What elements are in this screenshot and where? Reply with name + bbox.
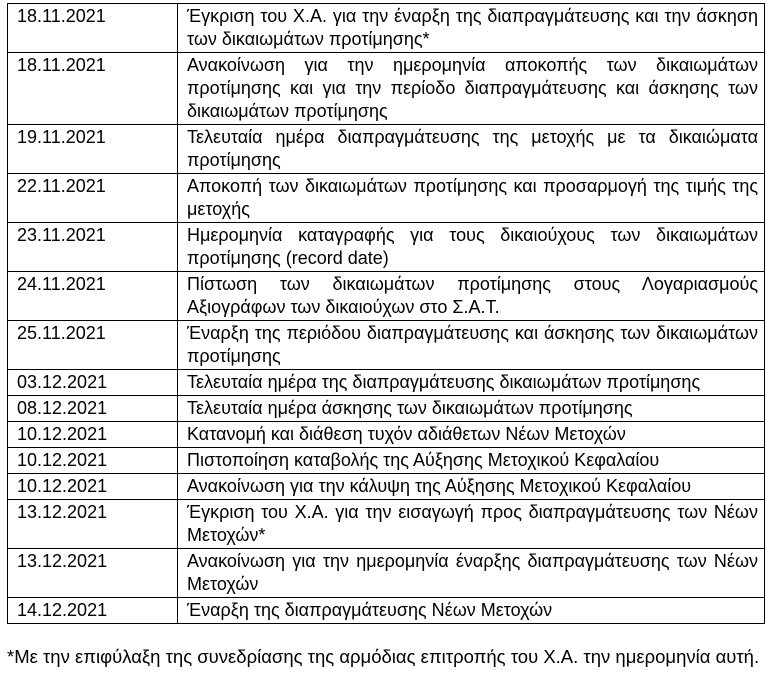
date-cell: 18.11.2021: [8, 53, 178, 125]
date-cell: 13.12.2021: [8, 549, 178, 598]
table-row: [8, 474, 765, 500]
table-row: [8, 448, 765, 474]
event-cell: Έγκριση του Χ.Α. για την εισαγωγή προς διαπραγμάτευσης των Νέων Μετοχών*: [178, 500, 765, 549]
table-row: [8, 549, 765, 598]
table-row: [8, 53, 765, 125]
footnote: *Με την επιφύλαξη της συνεδρίασης της αρμόδιας επιτροπής του Χ.Α. την ημερομηνία αυτή.: [7, 646, 760, 667]
date-cell: 23.11.2021: [8, 223, 178, 272]
date-cell: 03.12.2021: [8, 370, 178, 396]
event-cell: Αποκοπή των δικαιωμάτων προτίμησης και προσαρμογή της τιμής της μετοχής: [178, 174, 765, 223]
event-cell: Κατανομή και διάθεση τυχόν αδιάθετων Νέων Μετοχών: [178, 422, 765, 448]
table-row: [8, 396, 765, 422]
document-page: [0, 3, 783, 686]
table-row: [8, 422, 765, 448]
corporate-actions-timeline-table: [7, 3, 765, 624]
date-cell: 10.12.2021: [8, 422, 178, 448]
date-cell: 24.11.2021: [8, 272, 178, 321]
event-cell: Έναρξη της διαπραγμάτευσης Νέων Μετοχών: [178, 598, 765, 624]
event-cell: Πίστωση των δικαιωμάτων προτίμησης στους Λογαριασμούς Αξιογράφων των δικαιούχων στο Σ.Α.Τ.: [178, 272, 765, 321]
event-cell: Τελευταία ημέρα άσκησης των δικαιωμάτων προτίμησης: [178, 396, 765, 422]
event-cell: Έγκριση του Χ.Α. για την έναρξη της διαπραγμάτευσης και την άσκηση των δικαιωμάτων προτίμησης*: [178, 4, 765, 53]
date-cell: 13.12.2021: [8, 500, 178, 549]
event-cell: Τελευταία ημέρα της διαπραγμάτευσης δικαιωμάτων προτίμησης: [178, 370, 765, 396]
table-row: [8, 272, 765, 321]
table-row: [8, 321, 765, 370]
date-cell: 14.12.2021: [8, 598, 178, 624]
table-row: [8, 4, 765, 53]
event-cell: Έναρξη της περιόδου διαπραγμάτευσης και άσκησης των δικαιωμάτων προτίμησης: [178, 321, 765, 370]
event-cell: Ανακοίνωση για την ημερομηνία αποκοπής των δικαιωμάτων προτίμησης και για την περίοδο διαπραγμάτευσης και άσκησης των δικαιωμάτων προτίμησης: [178, 53, 765, 125]
table-row: [8, 223, 765, 272]
event-cell: Ανακοίνωση για την κάλυψη της Αύξησης Μετοχικού Κεφαλαίου: [178, 474, 765, 500]
date-cell: 10.12.2021: [8, 448, 178, 474]
table-row: [8, 370, 765, 396]
table-row: [8, 500, 765, 549]
date-cell: 22.11.2021: [8, 174, 178, 223]
table-row: [8, 125, 765, 174]
date-cell: 10.12.2021: [8, 474, 178, 500]
date-cell: 25.11.2021: [8, 321, 178, 370]
date-cell: 08.12.2021: [8, 396, 178, 422]
table-row: [8, 598, 765, 624]
table-row: [8, 174, 765, 223]
date-cell: 18.11.2021: [8, 4, 178, 53]
event-cell: Τελευταία ημέρα διαπραγμάτευσης της μετοχής με τα δικαιώματα προτίμησης: [178, 125, 765, 174]
event-cell: Πιστοποίηση καταβολής της Αύξησης Μετοχικού Κεφαλαίου: [178, 448, 765, 474]
date-cell: 19.11.2021: [8, 125, 178, 174]
event-cell: Ημερομηνία καταγραφής για τους δικαιούχους των δικαιωμάτων προτίμησης (record date): [178, 223, 765, 272]
event-cell: Ανακοίνωση για την ημερομηνία έναρξης διαπραγμάτευσης των Νέων Μετοχών: [178, 549, 765, 598]
